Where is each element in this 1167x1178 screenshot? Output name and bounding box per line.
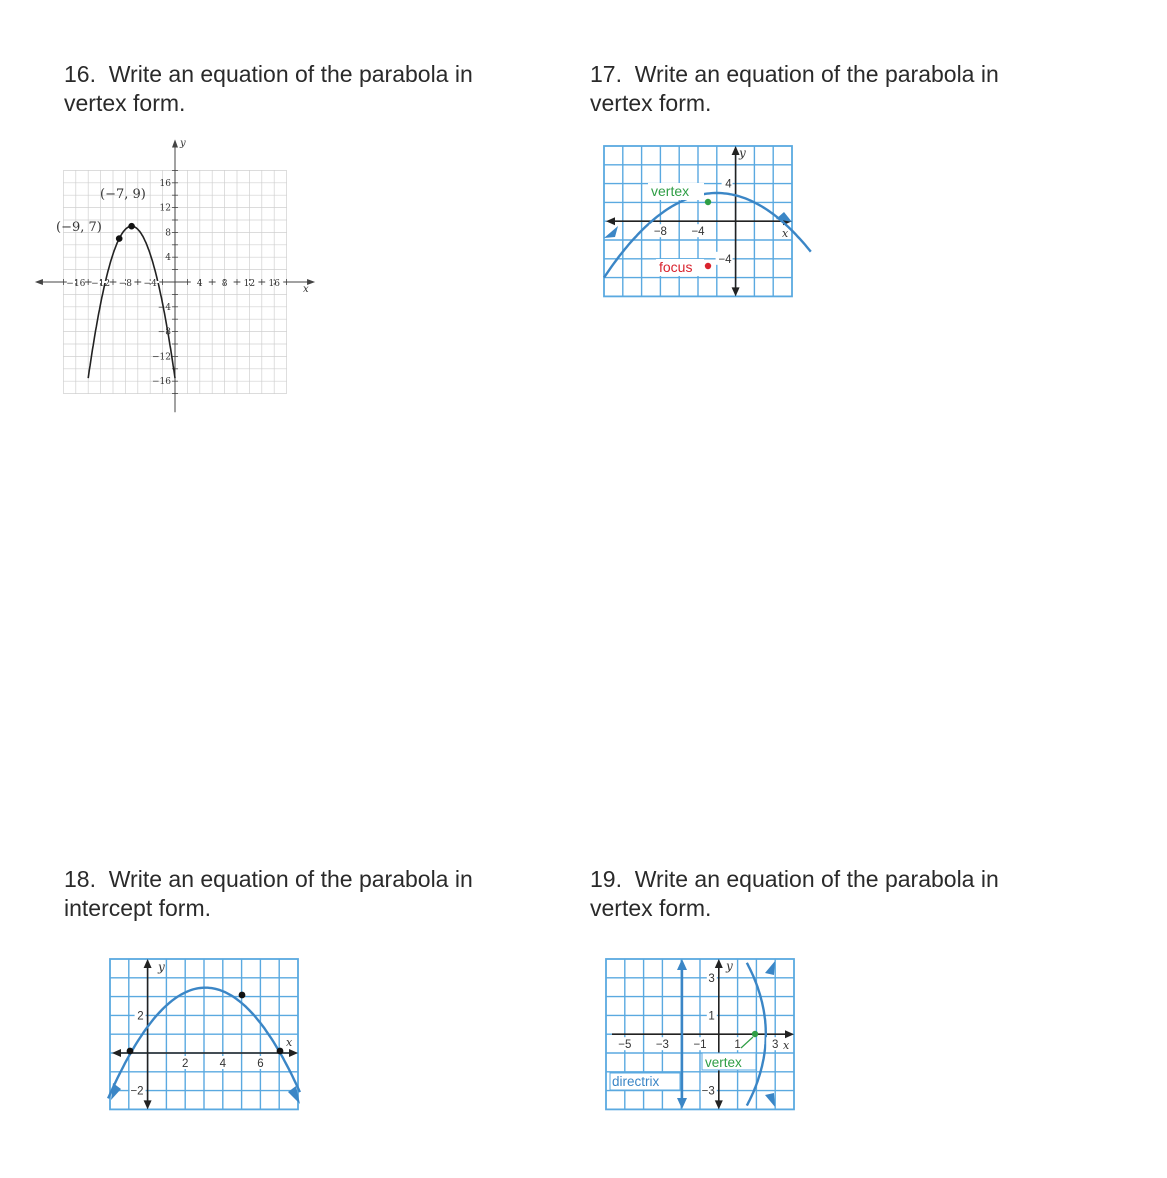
graph-19-vertex-label: vertex [705, 1055, 742, 1070]
graph-16-point-vertex [128, 223, 135, 230]
graph-18-x-axis-label: x [286, 1036, 293, 1049]
x-tick-label: −12 [91, 279, 111, 289]
graph-16-point [116, 235, 123, 242]
x-tick-label: −16 [66, 279, 86, 289]
problem-16-line1: 16. Write an equation of the parabola in [64, 61, 473, 87]
y-tick-label: −3 [701, 1085, 715, 1098]
graph-19-directrix-label: directrix [612, 1074, 660, 1089]
graph-18-point-y-intercept [127, 1048, 134, 1055]
y-tick-label: −2 [130, 1085, 144, 1098]
y-tick-label: 12 [159, 203, 171, 214]
x-tick-label: 8 [221, 279, 228, 289]
x-tick-label: 12 [243, 279, 256, 289]
graph-17-vertex-label: vertex [651, 183, 690, 199]
y-tick-label: 4 [725, 178, 732, 191]
graph-16-y-axis-label: y [180, 138, 186, 149]
y-tick-label: 8 [165, 228, 171, 239]
x-tick-label: −5 [618, 1039, 632, 1052]
graph-19-x-axis-label: x [783, 1039, 790, 1052]
graph-17-focus-label: focus [659, 259, 693, 275]
problem-17-line2: vertex form. [590, 90, 712, 116]
graph-17-vertex-point [705, 199, 711, 205]
y-tick-label: 3 [708, 972, 715, 985]
x-tick-label: 4 [196, 279, 203, 289]
graph-16-axes [35, 139, 315, 412]
graph-17-focus-point [705, 263, 711, 269]
y-tick-label: 4 [165, 253, 171, 264]
x-tick-label: 6 [257, 1058, 264, 1070]
graph-17-y-axis-label: y [739, 146, 746, 160]
x-axis-arrow [35, 279, 43, 285]
y-tick-label: −12 [152, 352, 171, 363]
y-tick-label: −16 [152, 377, 171, 388]
graph-19-y-axis-label: y [726, 959, 733, 973]
y-tick-label: 2 [137, 1010, 144, 1023]
problem-18-line2: intercept form. [64, 895, 211, 921]
x-tick-label: −8 [653, 226, 667, 239]
graph-18-point [239, 992, 246, 999]
graph-16-point-label: (−9, 7) [56, 220, 102, 235]
graph-18 [106, 955, 306, 1113]
graph-17 [600, 142, 798, 300]
y-tick-label: −4 [157, 302, 171, 313]
problem-17 [590, 60, 1060, 118]
problem-17-line1: 17. Write an equation of the parabola in [590, 61, 999, 87]
problem-19-line1: 19. Write an equation of the parabola in [590, 866, 999, 892]
y-tick-label: 16 [159, 178, 171, 189]
problem-16-line2: vertex form. [64, 90, 186, 116]
x-tick-label: 1 [734, 1039, 741, 1052]
x-tick-label: −4 [143, 279, 157, 289]
x-tick-label: 16 [268, 279, 280, 289]
problem-19-line2: vertex form. [590, 895, 712, 921]
y-tick-label: −4 [718, 253, 732, 266]
x-tick-label: −8 [118, 279, 133, 289]
x-tick-label: −4 [691, 226, 705, 239]
graph-18-y-axis-label: y [158, 960, 165, 974]
graph-19 [602, 955, 800, 1113]
graph-19-vertex-point [752, 1031, 758, 1037]
y-tick-label: −8 [157, 327, 171, 338]
y-tick-label: 1 [708, 1010, 715, 1023]
problem-16 [64, 60, 534, 118]
graph-17-x-axis-label: x [782, 227, 789, 240]
graph-16 [30, 135, 320, 420]
x-tick-label: −1 [693, 1039, 707, 1052]
x-tick-label: 3 [771, 1039, 779, 1052]
problem-18-line1: 18. Write an equation of the parabola in [64, 866, 473, 892]
x-tick-label: 4 [219, 1058, 227, 1070]
graph-18-point-x-intercept [277, 1048, 284, 1055]
problem-18 [64, 865, 534, 923]
x-tick-label: 2 [181, 1058, 189, 1070]
x-tick-label: −3 [655, 1039, 669, 1052]
y-axis-arrow [172, 139, 178, 147]
problem-19 [590, 865, 1060, 923]
graph-16-point-vertex-label: (−7, 9) [100, 187, 146, 202]
graph-16-x-axis-label: x [303, 284, 309, 295]
